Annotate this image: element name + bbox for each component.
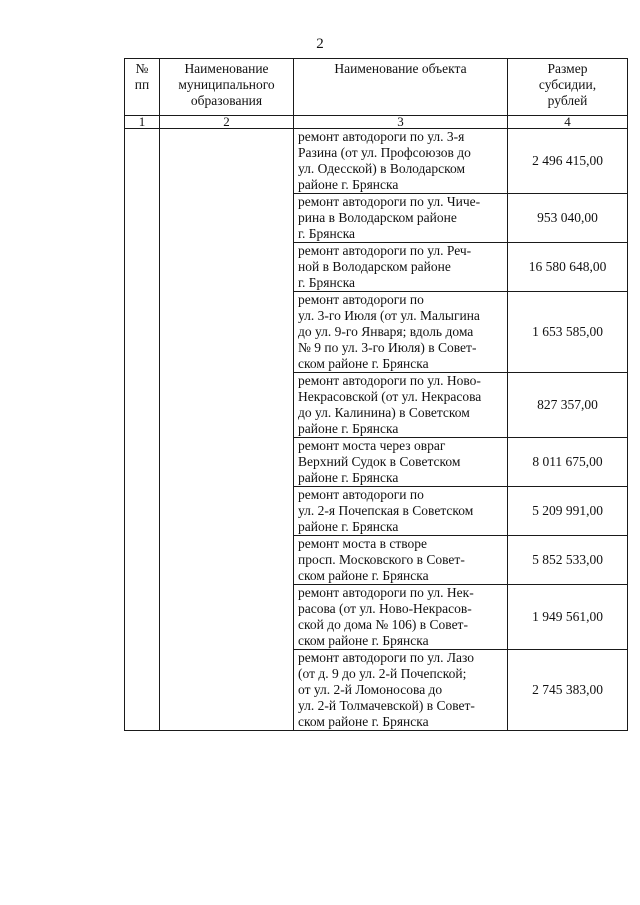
text-line: г. Брянска: [298, 226, 356, 241]
header-subsidy-amount: [508, 59, 628, 116]
municipality-cell: [160, 129, 294, 731]
text-line: №: [135, 61, 149, 76]
text-line: ской до дома № 106) в Совет-: [298, 617, 468, 632]
text-line: Размер: [547, 61, 588, 76]
text-line: ремонт автодороги по ул. 3-я: [298, 129, 465, 144]
text-line: до ул. Калинина) в Советском: [298, 405, 470, 420]
text-line: ул. Одесской) в Володарском: [298, 161, 466, 176]
object-name-cell: [294, 292, 508, 373]
header-number: [125, 59, 160, 116]
text-line: ском районе г. Брянска: [298, 356, 429, 371]
text-line: ремонт автодороги по ул. Реч-: [298, 243, 472, 258]
subsidy-amount-cell: 953 040,00: [508, 194, 628, 243]
text-line: рублей: [547, 93, 588, 108]
object-name-cell: [294, 585, 508, 650]
text-line: ремонт автодороги по ул. Лазо: [298, 650, 475, 665]
text-line: ул. 2-я Почепская в Советском: [298, 503, 474, 518]
text-line: районе г. Брянска: [298, 519, 399, 534]
subsidy-amount-cell: 827 357,00: [508, 373, 628, 438]
subsidy-amount-cell: 2 745 383,00: [508, 650, 628, 731]
text-line: ремонт автодороги по ул. Нек-: [298, 585, 474, 600]
column-number-3: 3: [294, 116, 508, 129]
table-row: [125, 129, 628, 194]
subsidy-table: [124, 58, 628, 731]
text-line: районе г. Брянска: [298, 470, 399, 485]
text-line: субсидии,: [538, 77, 597, 92]
text-line: Разина (от ул. Профсоюзов до: [298, 145, 471, 160]
text-line: ул. 3-го Июля (от ул. Малыгина: [298, 308, 480, 323]
page-number: 2: [316, 36, 324, 52]
text-line: ул. 2-й Толмачевской) в Совет-: [298, 698, 475, 713]
object-name-cell: [294, 243, 508, 292]
text-line: ремонт автодороги по ул. Чиче-: [298, 194, 481, 209]
object-name-cell: [294, 194, 508, 243]
object-name-cell: [294, 536, 508, 585]
text-line: муниципального: [178, 77, 275, 92]
object-name-cell: [294, 129, 508, 194]
text-line: расова (от ул. Ново-Некрасов-: [298, 601, 472, 616]
text-line: просп. Московского в Совет-: [298, 552, 465, 567]
subsidy-amount-cell: 1 949 561,00: [508, 585, 628, 650]
subsidy-amount-cell: 16 580 648,00: [508, 243, 628, 292]
text-line: ремонт моста через овраг: [298, 438, 446, 453]
table-header-row: [125, 59, 628, 116]
subsidy-amount-cell: 5 852 533,00: [508, 536, 628, 585]
text-line: ной в Володарском районе: [298, 259, 451, 274]
text-line: ремонт автодороги по: [298, 292, 424, 307]
text-line: районе г. Брянска: [298, 421, 399, 436]
header-municipality: [160, 59, 294, 116]
text-line: Наименование объекта: [334, 61, 467, 76]
text-line: рина в Володарском районе: [298, 210, 457, 225]
column-number-2: 2: [160, 116, 294, 129]
text-line: от ул. 2-й Ломоносова до: [298, 682, 443, 697]
subsidy-amount-cell: 2 496 415,00: [508, 129, 628, 194]
number-cell: [125, 129, 160, 731]
text-line: до ул. 9-го Января; вдоль дома: [298, 324, 474, 339]
text-line: ремонт автодороги по ул. Ново-: [298, 373, 481, 388]
subsidy-amount-cell: 1 653 585,00: [508, 292, 628, 373]
text-line: ском районе г. Брянска: [298, 714, 429, 729]
text-line: г. Брянска: [298, 275, 356, 290]
text-line: ремонт автодороги по: [298, 487, 424, 502]
object-name-cell: [294, 650, 508, 731]
text-line: ском районе г. Брянска: [298, 568, 429, 583]
column-number-4: 4: [508, 116, 628, 129]
text-line: ремонт моста в створе: [298, 536, 428, 551]
text-line: образования: [190, 93, 263, 108]
text-line: районе г. Брянска: [298, 177, 399, 192]
text-line: Некрасовской (от ул. Некрасова: [298, 389, 482, 404]
subsidy-amount-cell: 8 011 675,00: [508, 438, 628, 487]
object-name-cell: [294, 438, 508, 487]
column-numbers-row: [125, 116, 628, 129]
object-name-cell: [294, 373, 508, 438]
text-line: (от д. 9 до ул. 2-й Почепской;: [298, 666, 467, 681]
column-number-1: 1: [125, 116, 160, 129]
text-line: № 9 по ул. 3-го Июля) в Совет-: [298, 340, 477, 355]
text-line: пп: [134, 77, 150, 92]
text-line: Верхний Судок в Советском: [298, 454, 461, 469]
object-name-cell: [294, 487, 508, 536]
subsidy-amount-cell: 5 209 991,00: [508, 487, 628, 536]
header-object: [294, 59, 508, 116]
text-line: Наименование: [184, 61, 269, 76]
table-body: [125, 129, 628, 731]
text-line: ском районе г. Брянска: [298, 633, 429, 648]
